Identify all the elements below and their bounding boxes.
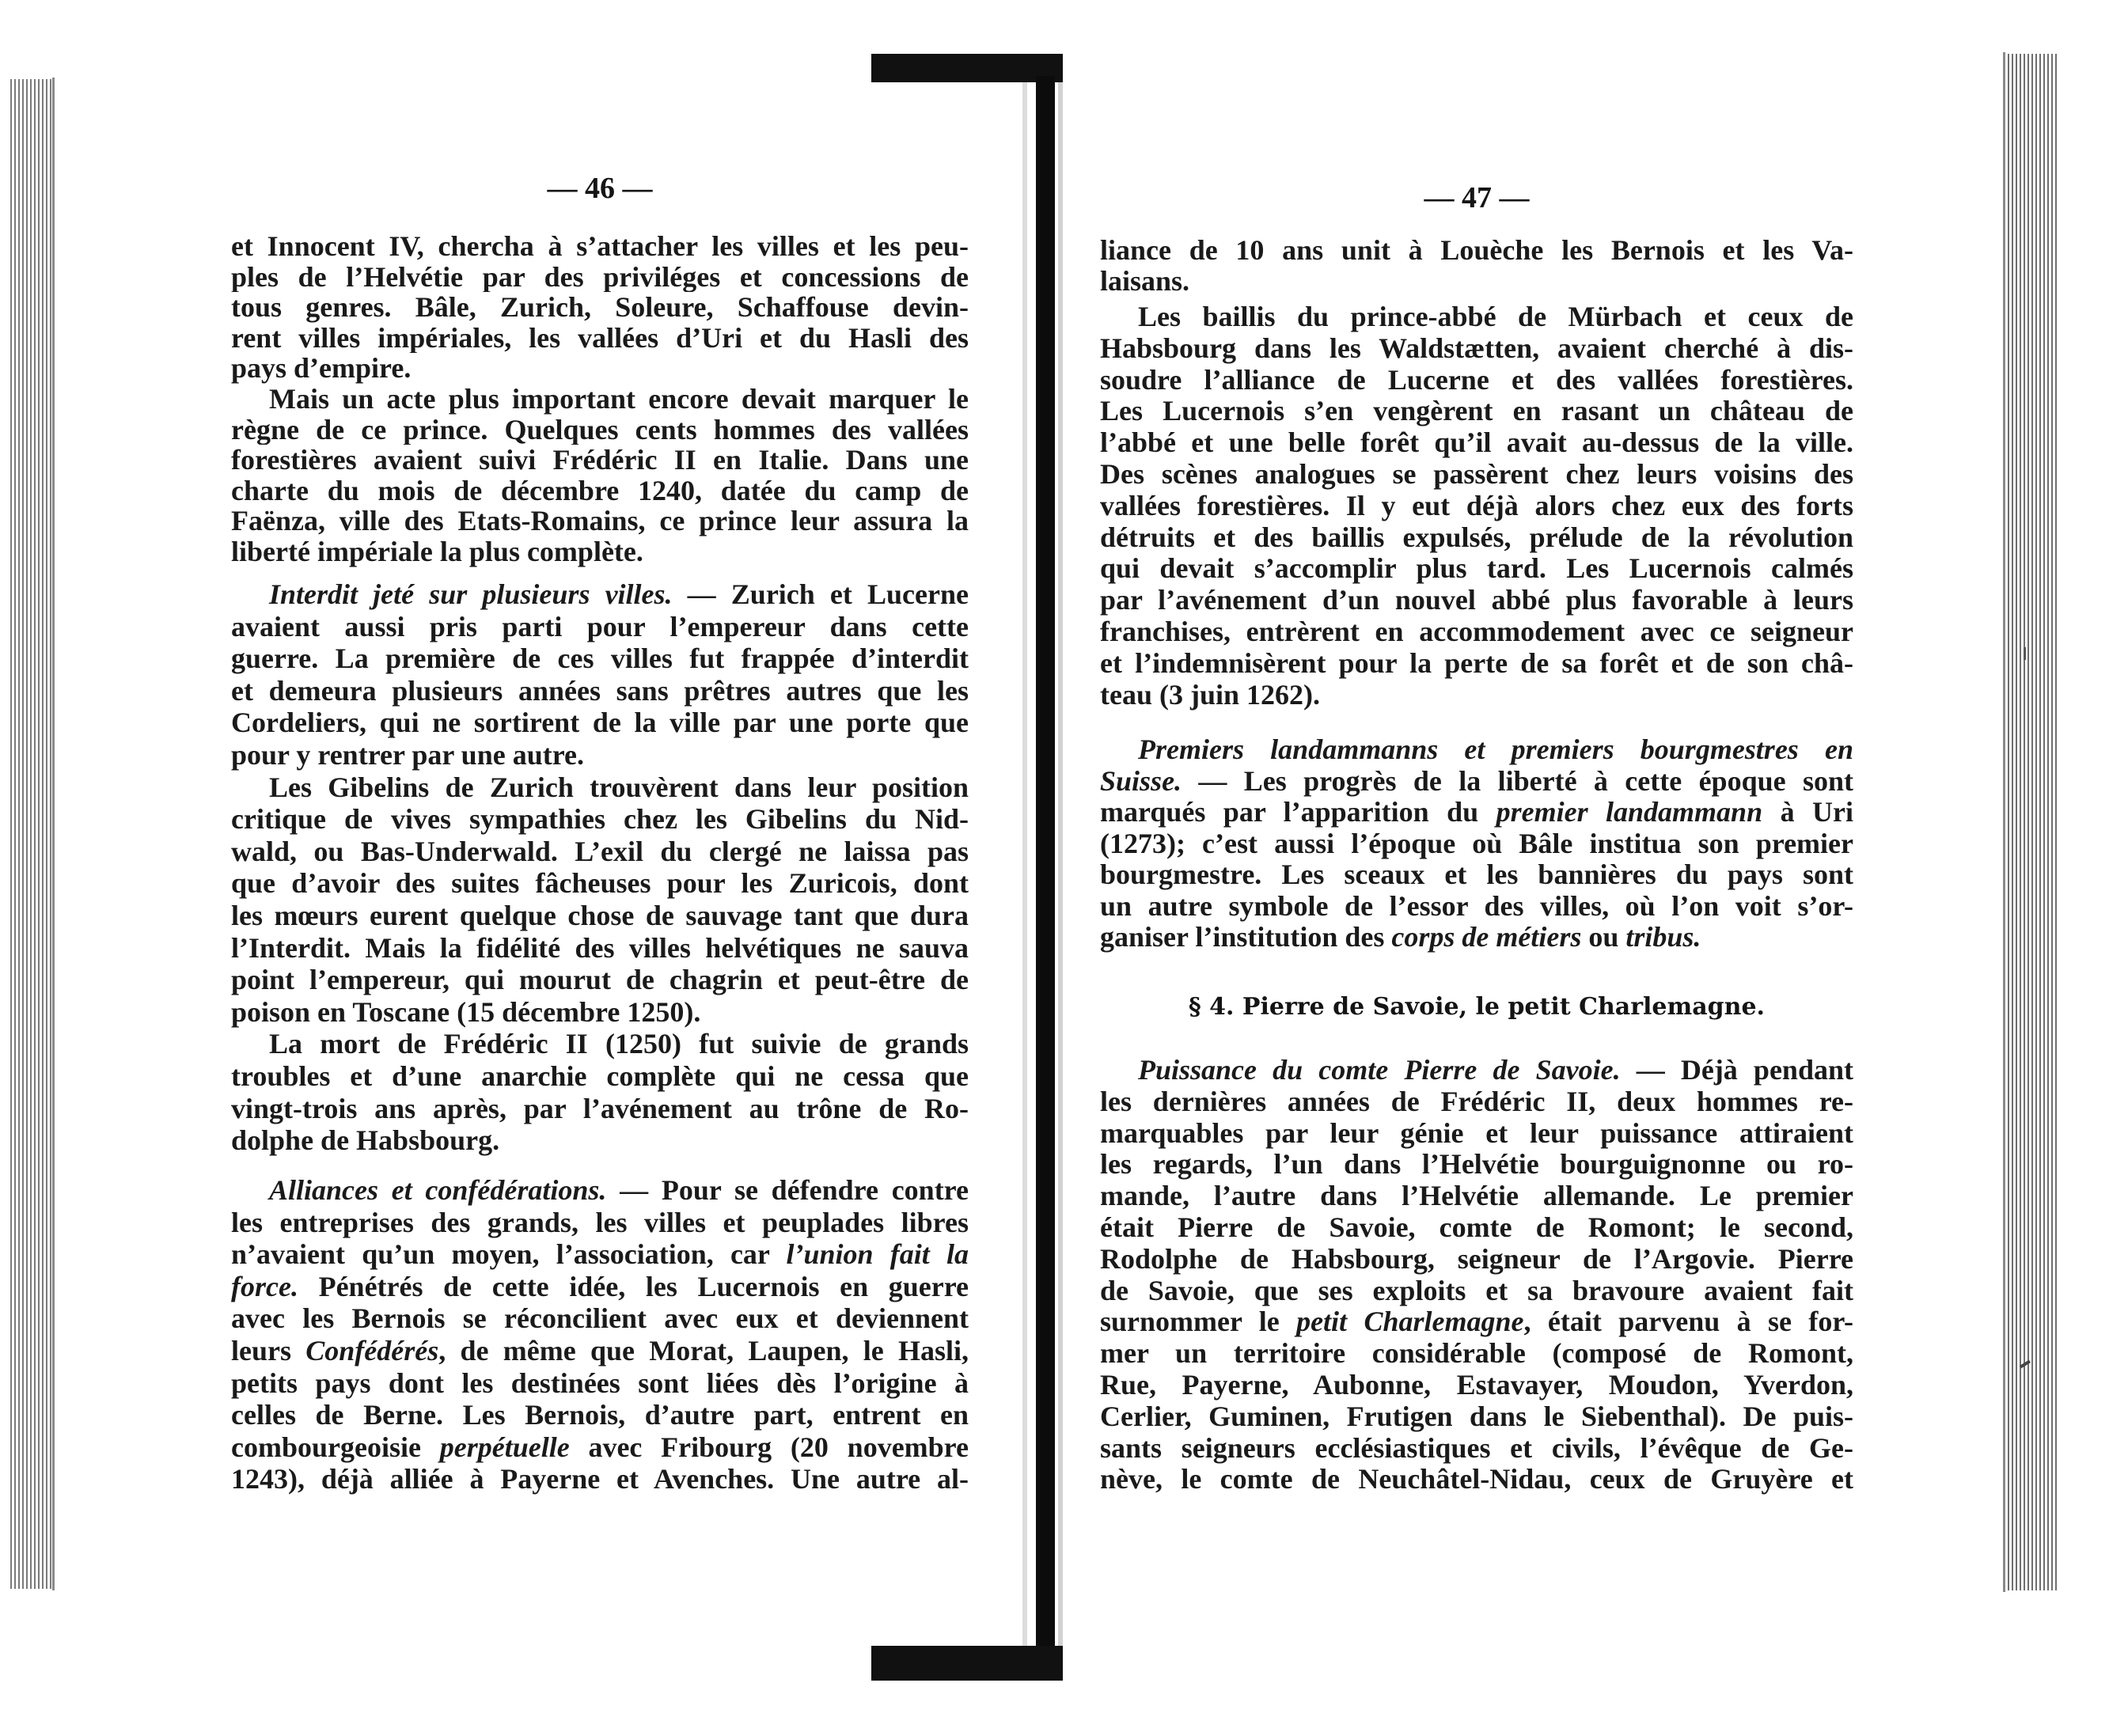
text-run: l’abbé et une belle forêt qu’il avait au-dessus de la ville.	[1100, 427, 1853, 459]
paragraph	[231, 384, 969, 567]
italic-text-run: Confédérés	[305, 1334, 439, 1366]
text-line	[1100, 1401, 1853, 1433]
text-line	[1100, 365, 1853, 396]
text-run: — Pour se défendre contre	[606, 1174, 969, 1206]
text-run: que d’avoir des suites fâcheuses pour les Zuricois, dont	[231, 867, 969, 900]
text-line	[231, 1124, 969, 1157]
text-line	[231, 231, 969, 262]
text-line	[231, 932, 969, 965]
text-run: Mais un acte plus important encore devait marquer le	[269, 383, 969, 415]
text-line	[231, 1302, 969, 1335]
text-line	[1100, 301, 1853, 333]
page-number: — 46 —	[547, 172, 653, 205]
left-page-text-block	[231, 231, 969, 567]
text-line	[231, 1271, 969, 1303]
text-run: sants seigneurs ecclésiastiques et civils, l’évêque de Ge-	[1100, 1432, 1853, 1464]
text-run: , était parvenu à se for-	[1523, 1306, 1853, 1338]
text-run: leurs	[231, 1334, 306, 1366]
text-line	[1100, 1086, 1853, 1118]
text-run: bourgmestre. Les sceaux et les bannières du pays sont	[1100, 859, 1853, 890]
text-line	[1100, 585, 1853, 616]
text-line	[231, 836, 969, 868]
paragraph	[231, 231, 969, 384]
text-line	[1100, 1433, 1853, 1465]
text-line	[231, 323, 969, 354]
text-line	[1100, 616, 1853, 648]
italic-text-run: perpétuelle	[439, 1431, 570, 1463]
text-run: les dernières années de Frédéric II, deux hommes re-	[1100, 1086, 1853, 1117]
text-line	[1100, 1306, 1853, 1338]
text-line	[231, 1207, 969, 1239]
text-run: pour y rentrer par une autre.	[231, 738, 585, 771]
text-run: forestières avaient suivi Frédéric II en Italie. Dans une	[231, 445, 969, 476]
text-run: critique de vives sympathies chez les Gibelins du Nid-	[231, 803, 969, 836]
italic-text-run: corps de métiers	[1391, 922, 1582, 953]
text-line	[1100, 859, 1853, 891]
italic-text-run: premier landammann	[1496, 797, 1763, 828]
page-number: — 47 —	[1424, 181, 1530, 214]
text-run: La mort de Frédéric II (1250) fut suivie de grands	[269, 1028, 969, 1060]
text-run: les regards, l’un dans l’Helvétie bourguignonne ou ro-	[1100, 1149, 1853, 1181]
text-line	[231, 1367, 969, 1400]
text-line	[231, 476, 969, 506]
text-run: Cerlier, Guminen, Frutigen dans le Siebenthal). De puis-	[1100, 1401, 1853, 1432]
text-run: tous genres. Bâle, Zurich, Soleure, Schaffouse devin-	[231, 292, 969, 323]
text-run: nève, le comte de Neuchâtel-Nidau, ceux de Gruyère et	[1100, 1464, 1853, 1495]
italic-text-run: Suisse.	[1100, 765, 1182, 797]
text-run: mande, l’autre dans l’Helvétie allemande. Le premier	[1100, 1181, 1853, 1212]
book-gutter	[1036, 76, 1055, 1652]
text-run: combourgeoisie	[231, 1431, 440, 1463]
text-line	[1100, 1149, 1853, 1181]
text-run: mer un territoire considérable (composé de Romont,	[1100, 1338, 1853, 1370]
text-run: Pénétrés de cette idée, les Lucernois en guerre	[298, 1270, 969, 1302]
text-line	[231, 1238, 969, 1271]
text-line	[231, 707, 969, 739]
text-line	[1100, 522, 1853, 554]
left-page-text-block	[231, 1174, 969, 1495]
text-line	[231, 867, 969, 900]
text-line	[231, 578, 969, 611]
gutter-shadow-right	[1058, 79, 1063, 1650]
right-page-edges	[2005, 54, 2058, 1590]
gutter-top-tab	[871, 54, 1063, 82]
text-run: ganiser l’institution des	[1100, 922, 1392, 953]
text-run: celles de Berne. Les Bernois, d’autre part, entrent en	[231, 1399, 969, 1431]
text-run: marquables par leur génie et leur puissance attiraient	[1100, 1117, 1853, 1149]
text-run: Habsbourg dans les Waldstætten, avaient cherché à dis-	[1100, 332, 1853, 364]
text-run: était Pierre de Savoie, comte de Romont; le second,	[1100, 1211, 1853, 1243]
text-run: (1273); c’est aussi l’époque où Bâle institua son premier	[1100, 828, 1853, 859]
italic-text-run: tribus.	[1625, 922, 1701, 953]
right-page-text-block	[1100, 1055, 1853, 1495]
text-run: de Savoie, que ses exploits et sa bravoure avaient fait	[1100, 1275, 1853, 1306]
left-page-edges	[8, 79, 52, 1589]
text-run: — Zurich et Lucerne	[672, 578, 969, 610]
left-page-border	[52, 78, 55, 1590]
gutter-shadow-left	[1022, 79, 1027, 1650]
text-run: les entreprises des grands, les villes et peuplades libres	[231, 1206, 969, 1238]
text-line	[1100, 427, 1853, 459]
text-run: et demeura plusieurs années sans prêtres autres que les	[231, 674, 969, 707]
text-line	[231, 1431, 969, 1464]
text-run: dolphe de Habsbourg.	[231, 1124, 500, 1157]
paragraph	[231, 1174, 969, 1495]
text-line	[1100, 1370, 1853, 1401]
text-run: avec les Bernois se réconcilient avec eux et deviennent	[231, 1302, 969, 1335]
text-line	[231, 415, 969, 445]
paragraph	[231, 771, 969, 1029]
text-line	[1100, 766, 1853, 798]
text-run: règne de ce prince. Quelques cents hommes des vallées	[231, 414, 969, 445]
text-run: soudre l’alliance de Lucerne et des vallées forestières.	[1100, 364, 1853, 396]
text-line	[231, 1028, 969, 1060]
margin-mark	[2024, 647, 2026, 660]
text-run: marqués par l’apparition du	[1100, 797, 1496, 828]
paragraph	[1100, 301, 1853, 711]
right-page-text-block	[1100, 235, 1853, 297]
text-line	[231, 1335, 969, 1367]
text-line	[1100, 1212, 1853, 1244]
paragraph	[231, 578, 969, 771]
text-line	[1100, 797, 1853, 828]
gutter-bottom-tab	[871, 1646, 1063, 1681]
text-run: liberté impériale la plus complète.	[231, 536, 643, 567]
text-run: Des scènes analogues se passèrent chez leurs voisins des	[1100, 458, 1853, 490]
text-line	[1100, 396, 1853, 427]
text-line	[231, 353, 969, 384]
text-line	[1100, 734, 1853, 766]
text-run: vallées forestières. Il y eut déjà alors chez eux des forts	[1100, 490, 1853, 521]
left-page-text-block	[231, 578, 969, 1157]
text-line	[1100, 1275, 1853, 1307]
text-line	[231, 1060, 969, 1093]
text-run: un autre symbole de l’essor des villes, où l’on voit s’or-	[1100, 890, 1853, 922]
text-line	[231, 642, 969, 675]
text-line	[1100, 891, 1853, 923]
text-run: vingt-trois ans après, par l’avénement au trône de Ro-	[231, 1092, 969, 1124]
text-line	[231, 900, 969, 932]
text-line	[1100, 680, 1853, 711]
text-line	[1100, 1244, 1853, 1275]
text-line	[1100, 648, 1853, 680]
text-line	[231, 1463, 969, 1495]
italic-text-run: Interdit jeté sur plusieurs villes.	[269, 578, 673, 610]
text-run: charte du mois de décembre 1240, datée du camp de	[231, 475, 969, 506]
text-run: Les baillis du prince-abbé de Mürbach et ceux de	[1138, 301, 1853, 332]
text-run: les mœurs eurent quelque chose de sauvage tant que dura	[231, 899, 969, 931]
text-run: liance de 10 ans unit à Louèche les Bernois et les Va-	[1100, 235, 1853, 266]
text-run: Rodolphe de Habsbourg, seigneur de l’Argovie. Pierre	[1100, 1243, 1853, 1275]
text-line	[231, 675, 969, 707]
italic-text-run: Alliances et confédérations.	[269, 1174, 607, 1206]
text-line	[231, 536, 969, 567]
text-line	[231, 384, 969, 415]
text-run: avec Fribourg (20 novembre	[569, 1431, 969, 1463]
italic-text-run: force.	[231, 1270, 298, 1302]
text-line	[231, 506, 969, 536]
text-run: Cordeliers, qui ne sortirent de la ville par une porte que	[231, 707, 969, 739]
text-run: Rue, Payerne, Aubonne, Estavayer, Moudon, Yverdon,	[1100, 1369, 1853, 1401]
text-line	[231, 445, 969, 476]
text-line	[1100, 491, 1853, 522]
italic-text-run: Puissance du comte Pierre de Savoie.	[1138, 1055, 1621, 1086]
text-run: troubles et d’une anarchie complète qui ne cessa que	[231, 1059, 969, 1092]
text-line	[1100, 1338, 1853, 1370]
text-line	[1100, 828, 1853, 860]
text-line	[1100, 1464, 1853, 1495]
text-run: et l’indemnisèrent pour la perte de sa forêt et de son châ-	[1100, 647, 1853, 679]
paragraph	[1100, 235, 1853, 297]
right-page-border	[2003, 52, 2005, 1592]
text-run: point l’empereur, qui mourut de chagrin et peut-être de	[231, 964, 969, 996]
text-run: — Déjà pendant	[1620, 1055, 1853, 1086]
text-line	[1100, 922, 1853, 953]
text-run: Faënza, ville des Etats-Romains, ce prince leur assura la	[231, 506, 969, 536]
text-run: l’Interdit. Mais la fidélité des villes helvétiques ne sauva	[231, 931, 969, 964]
text-run: teau (3 juin 1262).	[1100, 679, 1320, 711]
text-line	[1100, 459, 1853, 491]
text-run: qui devait s’accomplir plus tard. Les Lucernois calmés	[1100, 553, 1853, 585]
text-run: avaient aussi pris parti pour l’empereur dans cette	[231, 610, 969, 642]
text-line	[231, 611, 969, 643]
text-run: détruits et des baillis expulsés, prélude de la révolution	[1100, 521, 1853, 553]
italic-text-run: petit Charlemagne	[1296, 1306, 1524, 1338]
text-run: , de même que Morat, Laupen, le Hasli,	[438, 1334, 969, 1366]
right-page-text-block	[1100, 301, 1853, 711]
text-run: petits pays dont les destinées sont liées dès l’origine à	[231, 1366, 969, 1399]
text-run: surnommer le	[1100, 1306, 1297, 1338]
text-line	[231, 739, 969, 771]
text-run: Les Gibelins de Zurich trouvèrent dans leur position	[269, 771, 969, 803]
text-line	[1100, 266, 1853, 297]
text-line	[231, 996, 969, 1029]
text-run: guerre. La première de ces villes fut frappée d’interdit	[231, 642, 969, 675]
section-heading: § 4. Pierre de Savoie, le petit Charlemagne.	[1189, 993, 1765, 1021]
text-line	[1100, 553, 1853, 585]
text-run: franchises, entrèrent en accommodement avec ce seigneur	[1100, 616, 1853, 647]
text-line	[231, 262, 969, 293]
text-line	[231, 1399, 969, 1431]
text-line	[1100, 235, 1853, 266]
text-run: laisans.	[1100, 266, 1190, 297]
text-line	[1100, 1118, 1853, 1150]
right-page-text-block	[1100, 734, 1853, 953]
text-run: poison en Toscane (15 décembre 1250).	[231, 995, 701, 1028]
text-line	[231, 1174, 969, 1207]
text-run: rent villes impériales, les vallées d’Uri et du Hasli des	[231, 322, 969, 354]
text-run: wald, ou Bas-Underwald. L’exil du clergé ne laissa pas	[231, 835, 969, 867]
text-line	[231, 803, 969, 836]
text-run: et Innocent IV, chercha à s’attacher les villes et les peu-	[231, 231, 969, 262]
italic-text-run: l’union fait la	[786, 1238, 969, 1271]
text-run: ou	[1581, 922, 1626, 953]
paragraph	[1100, 1055, 1853, 1495]
text-line	[231, 1093, 969, 1125]
text-run: pays d’empire.	[231, 353, 412, 384]
text-run: ples de l’Helvétie par des priviléges et concessions de	[231, 261, 969, 293]
paragraph	[1100, 734, 1853, 953]
text-line	[231, 964, 969, 996]
text-run: par l’avénement d’un nouvel abbé plus favorable à leurs	[1100, 585, 1853, 616]
text-run: — Les progrès de la liberté à cette époque sont	[1182, 765, 1853, 797]
text-run: n’avaient qu’un moyen, l’association, car	[231, 1238, 787, 1271]
text-run: 1243), déjà alliée à Payerne et Avenches. Une autre al-	[231, 1463, 969, 1495]
text-line	[231, 292, 969, 323]
text-run: à Uri	[1762, 797, 1853, 828]
text-run: Les Lucernois s’en vengèrent en rasant un château de	[1100, 396, 1853, 427]
italic-text-run: Premiers landammanns et premiers bourgmestres en	[1138, 734, 1853, 765]
text-line	[231, 771, 969, 804]
paragraph	[231, 1028, 969, 1156]
text-line	[1100, 333, 1853, 365]
text-line	[1100, 1055, 1853, 1086]
text-line	[1100, 1181, 1853, 1212]
